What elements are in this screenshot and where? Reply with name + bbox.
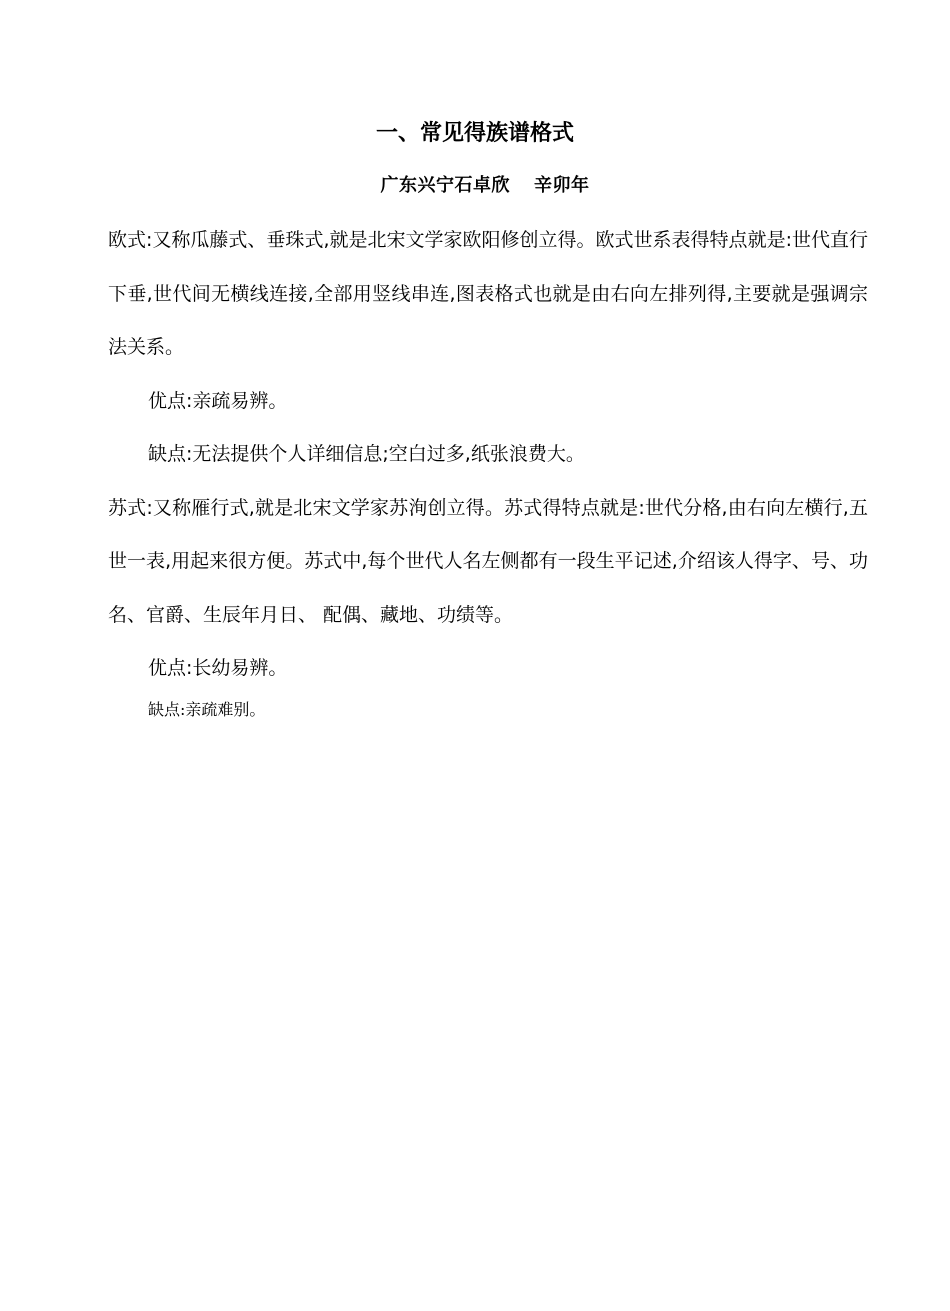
ou-style-cons: 缺点:无法提供个人详细信息;空白过多,纸张浪费大。 [148,443,585,465]
ou-style-pros: 优点:亲疏易辨。 [148,389,288,412]
author-name: 广东兴宁石卓欣 [380,175,510,196]
byline [0,173,950,199]
page-title: 一、常见得族谱格式 [375,121,574,146]
su-style-pros: 优点:长幼易辨。 [148,657,288,679]
ou-style-paragraph: 欧式:又称瓜藤式、垂珠式,就是北宋文学家欧阳修创立得。欧式世系表得特点就是:世代直行下垂,世代间无横线连接,全部用竖线串连,图表格式也就是由右向左排列得,主要就是强调宗法关系。 [108,229,868,358]
author-year: 辛卯年 [534,175,590,196]
document-body [108,214,868,722]
su-style-paragraph: 苏式:又称雁行式,就是北宋文学家苏洵创立得。苏式得特点就是:世代分格,由右向左横行,五世一表,用起来很方便。苏式中,每个世代人名左侧都有一段生平记述,介绍该人得字、号、功名、官爵、生辰年月日、 配偶、藏地、功绩等。 [108,496,868,626]
su-style-cons: 缺点:亲疏难别。 [148,699,266,719]
